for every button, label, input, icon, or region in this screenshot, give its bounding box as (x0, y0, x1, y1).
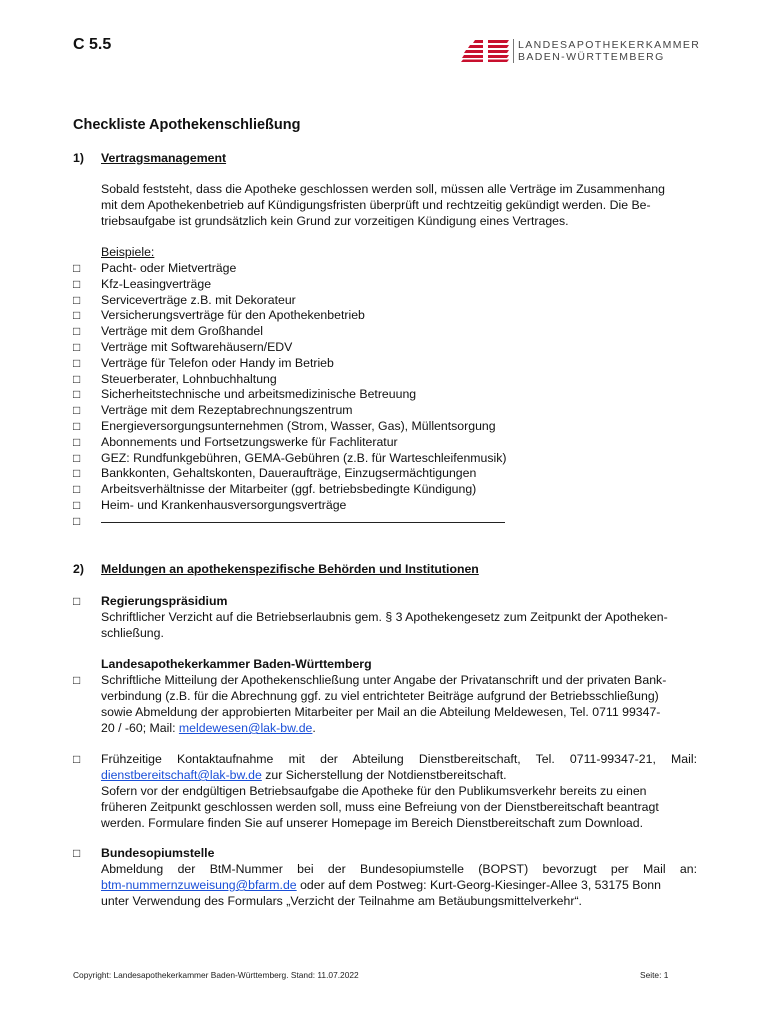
checklist-item-label: GEZ: Rundfunkgebühren, GEMA-Gebühren (z.B. für Warteschleifenmusik) (101, 451, 507, 465)
lak-line4-prefix: 20 / -60; Mail: (101, 721, 179, 735)
checklist-item-label: Verträge für Telefon oder Handy im Betrieb (101, 356, 334, 370)
checkbox-item-11[interactable]: □ (73, 419, 81, 433)
dienst-line2-suffix: zur Sicherstellung der Notdienstbereitschaft. (261, 768, 507, 782)
checklist-item-label: Heim- und Krankenhausversorgungsverträge (101, 498, 347, 512)
bopst-line2-suffix: oder auf dem Postweg: Kurt-Georg-Kiesinger-Allee 3, 53175 Bonn (296, 878, 661, 892)
blank-entry-line[interactable] (101, 512, 505, 528)
meldewesen-email-link[interactable]: meldewesen@lak-bw.de (178, 721, 313, 735)
lak-line2: verbindung (z.B. für die Abrechnung ggf. zu viel entrichteter Beiträge aufgrund der Betriebsschließung) (101, 689, 659, 703)
section2-heading: Meldungen an apothekenspezifische Behörden und Institutionen (101, 562, 479, 576)
section1-intro-line3: triebsaufgabe ist grundsätzlich kein Grund zur vorzeitigen Kündigung eines Vertrages. (101, 214, 569, 228)
bopst-line1: Abmeldung der BtM-Nummer bei der Bundesopiumstelle (BOPST) bevorzugt per Mail an: (101, 862, 697, 876)
checkbox-blank[interactable]: □ (73, 514, 81, 528)
checkbox-item-9[interactable]: □ (73, 387, 81, 401)
checklist-item-label: Sicherheitstechnische und arbeitsmedizinische Betreuung (101, 387, 417, 401)
footer-copyright: Copyright: Landesapothekerkammer Baden-Württemberg. Stand: 11.07.2022 (73, 970, 359, 980)
checklist-item-label: Serviceverträge z.B. mit Dekorateur (101, 293, 296, 307)
checkbox-item-13[interactable]: □ (73, 451, 81, 465)
bopst-line3: unter Verwendung des Formulars „Verzicht der Teilnahme am Betäubungsmittelverkehr“. (101, 894, 582, 908)
dienst-line5: werden. Formulare finden Sie auf unserer Homepage im Bereich Dienstbereitschaft zum Download. (101, 816, 644, 830)
checkbox-dienst[interactable]: □ (73, 752, 81, 766)
section1-heading: Vertragsmanagement (101, 151, 227, 165)
lak-line4 (101, 721, 697, 737)
lak-logo-emblem-icon (461, 40, 509, 62)
checkbox-item-2[interactable]: □ (73, 277, 81, 291)
dienstbereitschaft-email-link[interactable]: dienstbereitschaft@lak-bw.de (101, 768, 262, 782)
checkbox-item-5[interactable]: □ (73, 324, 81, 338)
checklist-item-label: Energieversorgungsunternehmen (Strom, Wasser, Gas), Müllentsorgung (101, 419, 496, 433)
checklist-item-label: Verträge mit dem Großhandel (101, 324, 263, 338)
checkbox-item-16[interactable]: □ (73, 498, 81, 512)
checkbox-bopst[interactable]: □ (73, 846, 81, 860)
document-code: C 5.5 (73, 36, 112, 53)
section1-number: 1) (73, 151, 84, 165)
checkbox-item-6[interactable]: □ (73, 340, 81, 354)
checklist-item-label: Verträge mit dem Rezeptabrechnungszentrum (101, 403, 353, 417)
logo-text-line2: BADEN-WÜRTTEMBERG (518, 51, 665, 63)
checkbox-item-12[interactable]: □ (73, 435, 81, 449)
checkbox-item-10[interactable]: □ (73, 403, 81, 417)
lak-line1: Schriftliche Mitteilung der Apothekenschließung unter Angabe der Privatanschrift und der privaten Bank- (101, 673, 667, 687)
bopst-heading: Bundesopiumstelle (101, 846, 215, 860)
dienst-line4: früheren Zeitpunkt geschlossen werden soll, muss eine Befreiung von der Dienstbereitschaft beantragt (101, 800, 659, 814)
checkbox-lak[interactable]: □ (73, 673, 81, 687)
checklist-item-label: Abonnements und Fortsetzungswerke für Fachliteratur (101, 435, 398, 449)
checklist-item-label: Steuerberater, Lohnbuchhaltung (101, 372, 277, 386)
checklist-item-label: Arbeitsverhältnisse der Mitarbeiter (ggf. betriebsbedingte Kündigung) (101, 482, 477, 496)
lak-heading: Landesapothekerkammer Baden-Württemberg (101, 657, 372, 671)
checklist-item-label: Verträge mit Softwarehäusern/EDV (101, 340, 293, 354)
bopst-email-link[interactable]: btm-nummernzuweisung@bfarm.de (101, 878, 297, 892)
dienst-line3: Sofern vor der endgültigen Betriebsaufgabe die Apotheke für den Publikumsverkehr bereits zu einen (101, 784, 647, 798)
checkbox-item-14[interactable]: □ (73, 466, 81, 480)
examples-label: Beispiele: (101, 245, 155, 259)
checkbox-rp[interactable]: □ (73, 594, 81, 608)
dienst-line2 (101, 768, 697, 784)
dienst-line1: Frühzeitige Kontaktaufnahme mit der Abteilung Dienstbereitschaft, Tel. 0711-99347-21, Mail: (101, 752, 697, 766)
page-title: Checkliste Apothekenschließung (73, 117, 301, 133)
checkbox-item-4[interactable]: □ (73, 308, 81, 322)
checklist-item-label: Kfz-Leasingverträge (101, 277, 212, 291)
logo-separator (513, 39, 514, 63)
checklist-item-label: Versicherungsverträge für den Apothekenbetrieb (101, 308, 365, 322)
lak-line4-suffix: . (312, 721, 316, 735)
bopst-line2 (101, 878, 697, 894)
section2-number: 2) (73, 562, 84, 576)
lak-line3: sowie Abmeldung der approbierten Mitarbeiter per Mail an die Abteilung Meldewesen, Tel. 0711 99347- (101, 705, 661, 719)
logo-text-line1: LANDESAPOTHEKERKAMMER (518, 39, 701, 51)
checkbox-item-7[interactable]: □ (73, 356, 81, 370)
rp-heading: Regierungspräsidium (101, 594, 228, 608)
lak-logo (461, 37, 701, 63)
checklist-item-label: Bankkonten, Gehaltskonten, Daueraufträge, Einzugsermächtigungen (101, 466, 477, 480)
rp-line2: schließung. (101, 626, 164, 640)
section1-intro-line1: Sobald feststeht, dass die Apotheke geschlossen werden soll, müssen alle Verträge im Zusammenhang (101, 182, 665, 196)
checkbox-item-3[interactable]: □ (73, 293, 81, 307)
checkbox-item-1[interactable]: □ (73, 261, 81, 275)
checkbox-item-15[interactable]: □ (73, 482, 81, 496)
rp-line1: Schriftlicher Verzicht auf die Betriebserlaubnis gem. § 3 Apothekengesetz zum Zeitpunkt der Apotheken- (101, 610, 668, 624)
section1-intro-line2: mit dem Apothekenbetrieb auf Kündigungsfristen überprüft und rechtzeitig gekündigt werden. Die Be- (101, 198, 651, 212)
checkbox-item-8[interactable]: □ (73, 372, 81, 386)
footer-page-number: Seite: 1 (640, 970, 669, 980)
checklist-item-label: Pacht- oder Mietverträge (101, 261, 237, 275)
